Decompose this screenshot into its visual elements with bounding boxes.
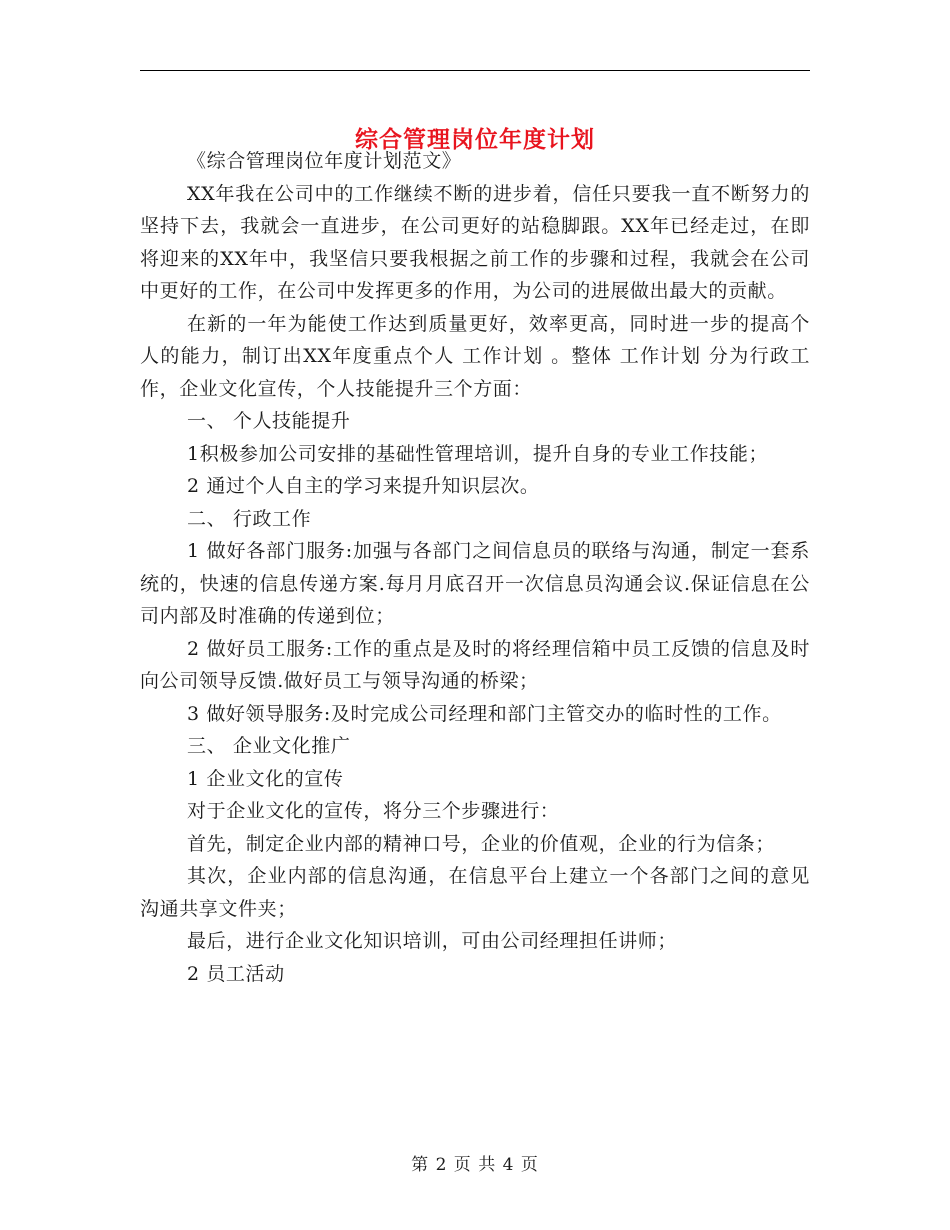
- paragraph-plan-overview: 在新的一年为能使工作达到质量更好，效率更高，同时进一步的提高个人的能力，制订出XX年度重点个人 工作计划 。整体 工作计划 分为行政工作，企业文化宣传，个人技能提升三个方面：: [140, 312, 810, 400]
- section-heading-skills: 一、 个人技能提升: [187, 410, 351, 432]
- paragraph-subtitle: 《综合管理岗位年度计划范文》: [187, 150, 462, 172]
- document-body: [140, 145, 810, 990]
- section-heading-culture: 三、 企业文化推广: [187, 735, 351, 757]
- list-item-skills-2: 2 通过个人自主的学习来提升知识层次。: [187, 475, 540, 497]
- section-heading-admin: 二、 行政工作: [187, 507, 312, 530]
- document-title: 综合管理岗位年度计划: [355, 127, 595, 154]
- list-item-admin-2: 2 做好员工服务:工作的重点是及时的将经理信箱中员工反馈的信息及时向公司领导反馈.做好员工与领导沟通的桥梁；: [140, 637, 810, 692]
- paragraph-step-first: 首先，制定企业内部的精神口号，企业的价值观，企业的行为信条；: [187, 832, 776, 855]
- paragraph-culture-steps: 对于企业文化的宣传，将分三个步骤进行：: [187, 800, 560, 822]
- page-number-footer: 第 2 页 共 4 页: [411, 1155, 539, 1175]
- list-item-admin-3: 3 做好领导服务:及时完成公司经理和部门主管交办的临时性的工作。: [187, 702, 782, 725]
- paragraph-step-last: 最后，进行企业文化知识培训，可由公司经理担任讲师；: [187, 930, 678, 952]
- list-item-culture-1: 1 企业文化的宣传: [187, 767, 344, 790]
- list-item-culture-2: 2 员工活动: [187, 962, 285, 985]
- list-item-admin-1: 1 做好各部门服务:加强与各部门之间信息员的联络与沟通，制定一套系统的，快速的信息传递方案.每月月底召开一次信息员沟通会议.保证信息在公司内部及时准确的传递到位；: [140, 540, 810, 627]
- paragraph-step-second: 其次，企业内部的信息沟通，在信息平台上建立一个各部门之间的意见沟通共享文件夹；: [140, 865, 810, 920]
- header-rule: [140, 70, 810, 71]
- paragraph-intro: XX年我在公司中的工作继续不断的进步着，信任只要我一直不断努力的坚持下去，我就会一直进步，在公司更好的站稳脚跟。XX年已经走过，在即将迎来的XX年中，我坚信只要我根据之前工作的步骤和过程，我就会在公司中更好的工作，在公司中发挥更多的作用，为公司的进展做出最大的贡献。: [140, 182, 810, 302]
- list-item-skills-1: 1积极参加公司安排的基础性管理培训，提升自身的专业工作技能；: [187, 442, 769, 465]
